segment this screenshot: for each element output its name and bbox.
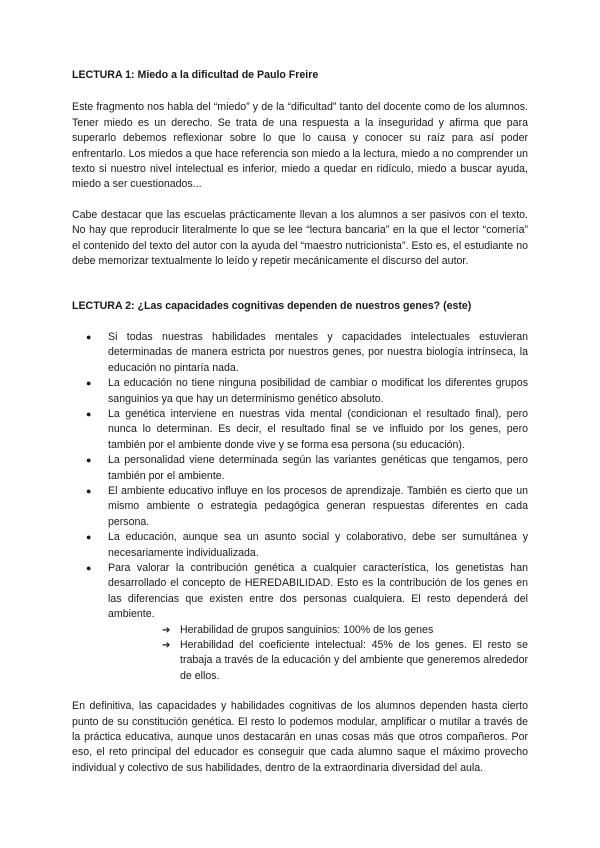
list-item-text: La genética interviene en nuestras vida mental (condicionan el resultado final), pero nunca lo determinan. Es decir, el resultado final se ve influido por los genes, pero también por el ambiente donde vive y se forma esa persona (su educación). xyxy=(108,407,528,451)
arrow-icon: ➔ xyxy=(162,640,171,651)
lectura2-bullet-list xyxy=(72,330,528,684)
lectura1-paragraph-1: Este fragmento nos habla del “miedo” y de la “dificultad” tanto del docente como de los alumnos. Tener miedo es un derecho. Se trata de una respuesta a la inseguridad y afirma que para superarlo debemos reflexionar sobre lo que lo causa y conocer su raíz para así poder enfrentarlo. Los miedos a que hace referencia son miedo a la lectura, miedo a no comprender un texto si nuestro nivel intelectual es inferior, miedo a quedar en ridículo, miedo a buscar ayuda, miedo a ser cuestionados... xyxy=(72,101,528,191)
list-item-text: La educación no tiene ninguna posibilidad de cambiar o modificat los diferentes grupos sanguinios ya que hay un determinismo genético absoluto. xyxy=(108,377,528,405)
lectura1-paragraph-2: Cabe destacar que las escuelas prácticamente llevan a los alumnos a ser pasivos con el texto. No hay que reproducir literalmente lo que se lee “lectura bancaria” en la que el lector “comería” el contenido del texto del autor con la ayuda del “maestro nutricionista”. Esto es, el estudiante no debe memorizar textualmente lo leído y repetir mecánicamente el discurso del autor. xyxy=(72,208,528,268)
bullet-icon: ● xyxy=(86,408,92,419)
list-item xyxy=(72,530,528,561)
list-item xyxy=(72,561,528,684)
bullet-icon: ● xyxy=(86,485,92,496)
lectura2-conclusion: En definitiva, las capacidades y habilidades cognitivas de los alumnos dependen hasta cierto punto de su constitución genética. El resto lo podemos modular, amplificar o mutilar a través de la práctica educativa, aunque unos destacarán en unas cosas más que otros compañeros. Por eso, el reto principal del educador es conseguir que cada alumno saque el máximo provecho individual y colectivo de sus habilidades, dentro de la extraordinaria diversidad del aula. xyxy=(72,700,528,774)
sub-list-item xyxy=(162,638,528,684)
list-item-text: La personalidad viene determinada según las variantes genéticas que tengamos, pero también por el ambiente. xyxy=(108,454,528,482)
sub-list-item-text: Herabilidad de grupos sanguinios: 100% de los genes xyxy=(180,623,434,636)
list-item xyxy=(72,376,528,407)
bullet-icon: ● xyxy=(86,532,92,543)
lectura1-title: LECTURA 1: Miedo a la dificultad de Paulo Freire xyxy=(72,69,319,81)
sub-bullet-list xyxy=(108,623,528,685)
bullet-icon: ● xyxy=(86,562,92,573)
list-item xyxy=(72,330,528,376)
list-item xyxy=(72,453,528,484)
list-item-text: Si todas nuestras habilidades mentales y capacidades intelectuales estuvieran determinadas de manera estricta por nuestros genes, por nuestra biología intrínseca, la educación no pintaría nada. xyxy=(108,330,528,374)
list-item xyxy=(72,407,528,453)
bullet-icon: ● xyxy=(86,455,92,466)
bullet-icon: ● xyxy=(86,331,92,342)
list-item-text: La educación, aunque sea un asunto social y colaborativo, debe ser sumultánea y necesariamente individualizada. xyxy=(108,531,528,559)
arrow-icon: ➔ xyxy=(162,624,171,636)
list-item-text: Para valorar la contribución genética a cualquier característica, los genetistas han desarrollado el concepto de HEREDABILIDAD. Esto es la contribución de los genes en las diferencias que existen entre dos personas cualquiera. El resto dependerá del ambiente. xyxy=(108,561,528,621)
list-item-text: El ambiente educativo influye en los procesos de aprendizaje. También es cierto que un mismo ambiente o estrategia pedagógica generan respuestas diferentes en cada persona. xyxy=(108,484,528,528)
list-item xyxy=(72,484,528,530)
sub-list-item-text: Herabilidad del coeficiente intelectual: 45% de los genes. El resto se trabaja a través de la educación y del ambiente que generemos alrededor de ellos. xyxy=(180,639,528,682)
sub-list-item xyxy=(162,623,528,638)
lectura2-title: LECTURA 2: ¿Las capacidades cognitivas dependen de nuestros genes? (este) xyxy=(72,300,472,313)
bullet-icon: ● xyxy=(86,378,92,389)
